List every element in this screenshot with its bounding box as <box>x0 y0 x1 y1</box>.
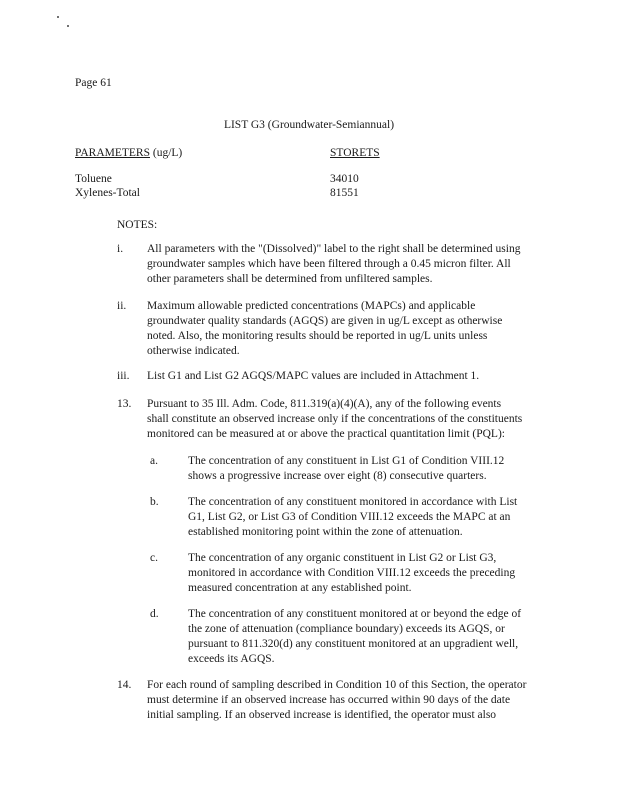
note-line: List G1 and List G2 AGQS/MAPC values are included in Attachment 1. <box>147 370 480 382</box>
note-marker: i. <box>117 243 124 255</box>
condition-line: Pursuant to 35 Ill. Adm. Code, 811.319(a)(4)(A), any of the following events <box>147 398 502 410</box>
note-line: otherwise indicated. <box>147 345 240 357</box>
item-line: pursuant to 811.320(d) any constituent monitored at an upgradient well, <box>188 638 519 650</box>
item-marker: c. <box>150 552 158 564</box>
condition-line: shall constitute an observed increase only if the concentrations of the constituents <box>147 413 523 425</box>
notes-heading: NOTES: <box>117 219 158 231</box>
note-line: groundwater quality standards (AGQS) are given in ug/L except as otherwise <box>147 315 503 327</box>
scan-speck <box>57 16 59 18</box>
item-line: The concentration of any constituent monitored at or beyond the edge of <box>188 608 522 620</box>
condition-number: 14. <box>117 679 132 691</box>
item-line: monitored in accordance with Condition VIII.12 exceeds the preceding <box>188 567 516 579</box>
parameters-column-header <box>75 147 182 159</box>
note-line: noted. Also, the monitoring results should be reported in ug/L units unless <box>147 330 488 342</box>
note-marker: ii. <box>117 300 127 312</box>
note-line: Maximum allowable predicted concentrations (MAPCs) and applicable <box>147 300 476 312</box>
parameter-storet: 34010 <box>330 173 359 185</box>
parameter-storet: 81551 <box>330 187 359 199</box>
parameters-header-units: (ug/L) <box>150 147 183 159</box>
condition-line: initial sampling. If an observed increase is identified, the operator must also <box>147 709 497 721</box>
scan-speck <box>67 25 69 27</box>
note-line: other parameters shall be determined from unfiltered samples. <box>147 273 433 285</box>
list-title: LIST G3 (Groundwater-Semiannual) <box>223 119 395 131</box>
item-marker: a. <box>150 455 158 467</box>
parameter-name: Toluene <box>75 173 112 185</box>
condition-line: must determine if an observed increase has occurred within 90 days of the date <box>147 694 511 706</box>
item-line: the zone of attenuation (compliance boundary) exceeds its AGQS, or <box>188 623 505 635</box>
item-marker: b. <box>150 496 159 508</box>
item-line: exceeds its AGQS. <box>188 653 275 665</box>
item-line: G1, List G2, or List G3 of Condition VIII.12 exceeds the MAPC at an <box>188 511 511 523</box>
note-marker: iii. <box>117 370 130 382</box>
page-number: Page 61 <box>75 77 112 89</box>
condition-line: monitored can be measured at or above the practical quantitation limit (PQL): <box>147 428 505 440</box>
note-line: groundwater samples which have been filtered through a 0.45 micron filter. All <box>147 258 511 270</box>
condition-line: For each round of sampling described in Condition 10 of this Section, the operator <box>147 679 527 691</box>
note-line: All parameters with the "(Dissolved)" label to the right shall be determined using <box>147 243 521 255</box>
item-marker: d. <box>150 608 159 620</box>
item-line: The concentration of any organic constituent in List G2 or List G3, <box>188 552 497 564</box>
storets-column-header: STORETS <box>330 147 380 159</box>
item-line: measured concentration at any established point. <box>188 582 412 594</box>
item-line: The concentration of any constituent monitored in accordance with List <box>188 496 518 508</box>
parameter-name: Xylenes-Total <box>75 187 140 199</box>
item-line: The concentration of any constituent in List G1 of Condition VIII.12 <box>188 455 505 467</box>
parameters-header-label: PARAMETERS <box>75 147 150 159</box>
item-line: shows a progressive increase over eight (8) consecutive quarters. <box>188 470 487 482</box>
item-line: established monitoring point within the zone of attenuation. <box>188 526 463 538</box>
condition-number: 13. <box>117 398 132 410</box>
